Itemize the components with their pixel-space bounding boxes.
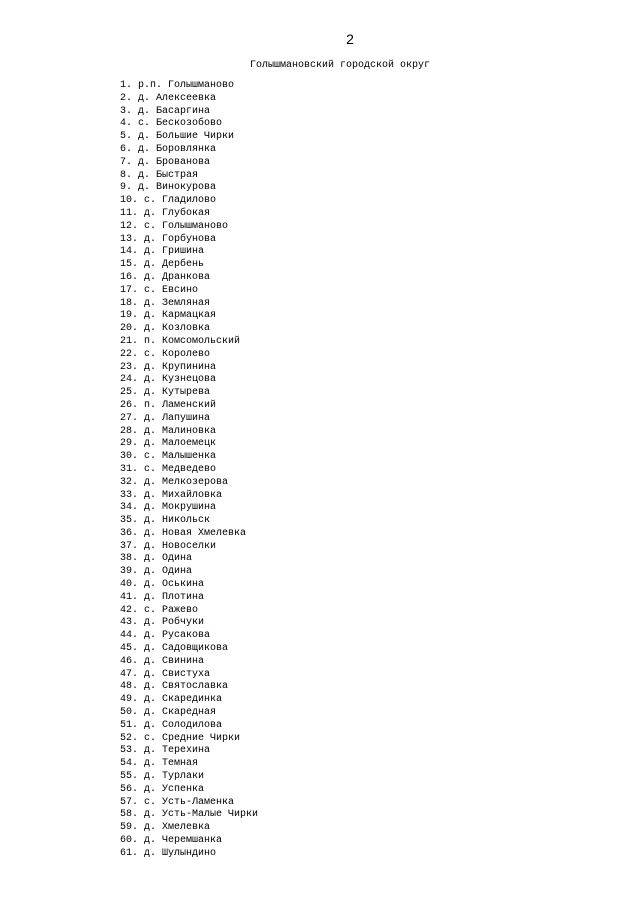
list-item: 36. д. Новая Хмелевка	[120, 527, 247, 539]
page-number: 2	[346, 31, 354, 47]
list-item: 5. д. Большие Чирки	[120, 131, 235, 143]
list-item: 3. д. Басаргина	[120, 105, 211, 117]
list-item: 39. д. Одина	[120, 566, 193, 578]
list-item: 53. д. Терехина	[120, 745, 211, 757]
list-item: 34. д. Мокрушина	[120, 502, 217, 514]
settlement-list	[120, 80, 258, 861]
list-item: 26. п. Ламенский	[120, 399, 217, 411]
list-item: 60. д. Черемшанка	[120, 835, 223, 847]
list-item: 59. д. Хмелевка	[120, 822, 211, 834]
list-item: 22. с. Королево	[120, 348, 211, 360]
list-item: 25. д. Кутырева	[120, 387, 211, 399]
list-item: 18. д. Земляная	[120, 297, 211, 309]
list-item: 57. с. Усть-Ламенка	[120, 796, 235, 808]
list-item: 27. д. Лапушина	[120, 412, 211, 424]
list-item: 4. с. Бескозобово	[120, 118, 223, 130]
list-item: 51. д. Солодилова	[120, 719, 223, 731]
list-item: 8. д. Быстрая	[120, 169, 199, 181]
list-item: 21. п. Комсомольский	[120, 335, 241, 347]
list-item: 14. д. Гришина	[120, 246, 205, 258]
list-item: 56. д. Успенка	[120, 783, 205, 795]
list-item: 44. д. Русакова	[120, 630, 211, 642]
list-item: 55. д. Турлаки	[120, 771, 205, 783]
list-item: 31. с. Медведево	[120, 463, 217, 475]
list-item: 38. д. Одина	[120, 553, 193, 565]
list-item: 47. д. Свистуха	[120, 668, 211, 680]
list-item: 11. д. Глубокая	[120, 207, 211, 219]
list-item: 19. д. Кармацкая	[120, 310, 217, 322]
list-item: 46. д. Свинина	[120, 655, 205, 667]
list-item: 2. д. Алексеевка	[120, 92, 217, 104]
list-item: 37. д. Новоселки	[120, 540, 217, 552]
list-item: 13. д. Горбунова	[120, 233, 217, 245]
list-item: 41. д. Плотина	[120, 591, 205, 603]
list-item: 58. д. Усть-Малые Чирки	[120, 809, 259, 821]
list-item: 17. с. Евсино	[120, 284, 199, 296]
list-item: 24. д. Кузнецова	[120, 374, 217, 386]
list-item: 61. д. Шулындино	[120, 847, 217, 859]
list-item: 9. д. Винокурова	[120, 182, 217, 194]
list-item: 29. д. Малоемецк	[120, 438, 217, 450]
list-item: 15. д. Дербень	[120, 259, 205, 271]
list-item: 1. р.п. Голышманово	[120, 80, 235, 91]
list-item: 49. д. Скарединка	[120, 694, 223, 706]
list-item: 20. д. Козловка	[120, 323, 211, 335]
list-item: 52. с. Средние Чирки	[120, 732, 241, 744]
list-item: 12. с. Голышманово	[120, 220, 229, 232]
list-item: 28. д. Малиновка	[120, 425, 217, 437]
list-item: 32. д. Мелкозерова	[120, 476, 229, 488]
list-item: 33. д. Михайловка	[120, 489, 223, 501]
list-item: 23. д. Крупинина	[120, 361, 217, 373]
list-item: 16. д. Дранкова	[120, 271, 211, 283]
list-item: 40. д. Оськина	[120, 579, 205, 591]
list-item: 50. д. Скаредная	[120, 707, 217, 719]
list-item: 35. д. Никольск	[120, 515, 211, 527]
list-item: 7. д. Брованова	[120, 156, 211, 168]
section-heading: Голышмановский городской округ	[250, 60, 431, 71]
list-item: 54. д. Темная	[120, 758, 199, 770]
list-item: 30. с. Малышенка	[120, 451, 217, 463]
list-item: 42. с. Ражево	[120, 604, 199, 616]
list-item: 43. д. Робчуки	[120, 617, 205, 629]
list-item: 48. д. Святославка	[120, 681, 229, 693]
list-item: 6. д. Боровлянка	[120, 143, 217, 155]
list-item: 10. с. Гладилово	[120, 195, 217, 207]
list-item: 45. д. Садовщикова	[120, 643, 229, 655]
